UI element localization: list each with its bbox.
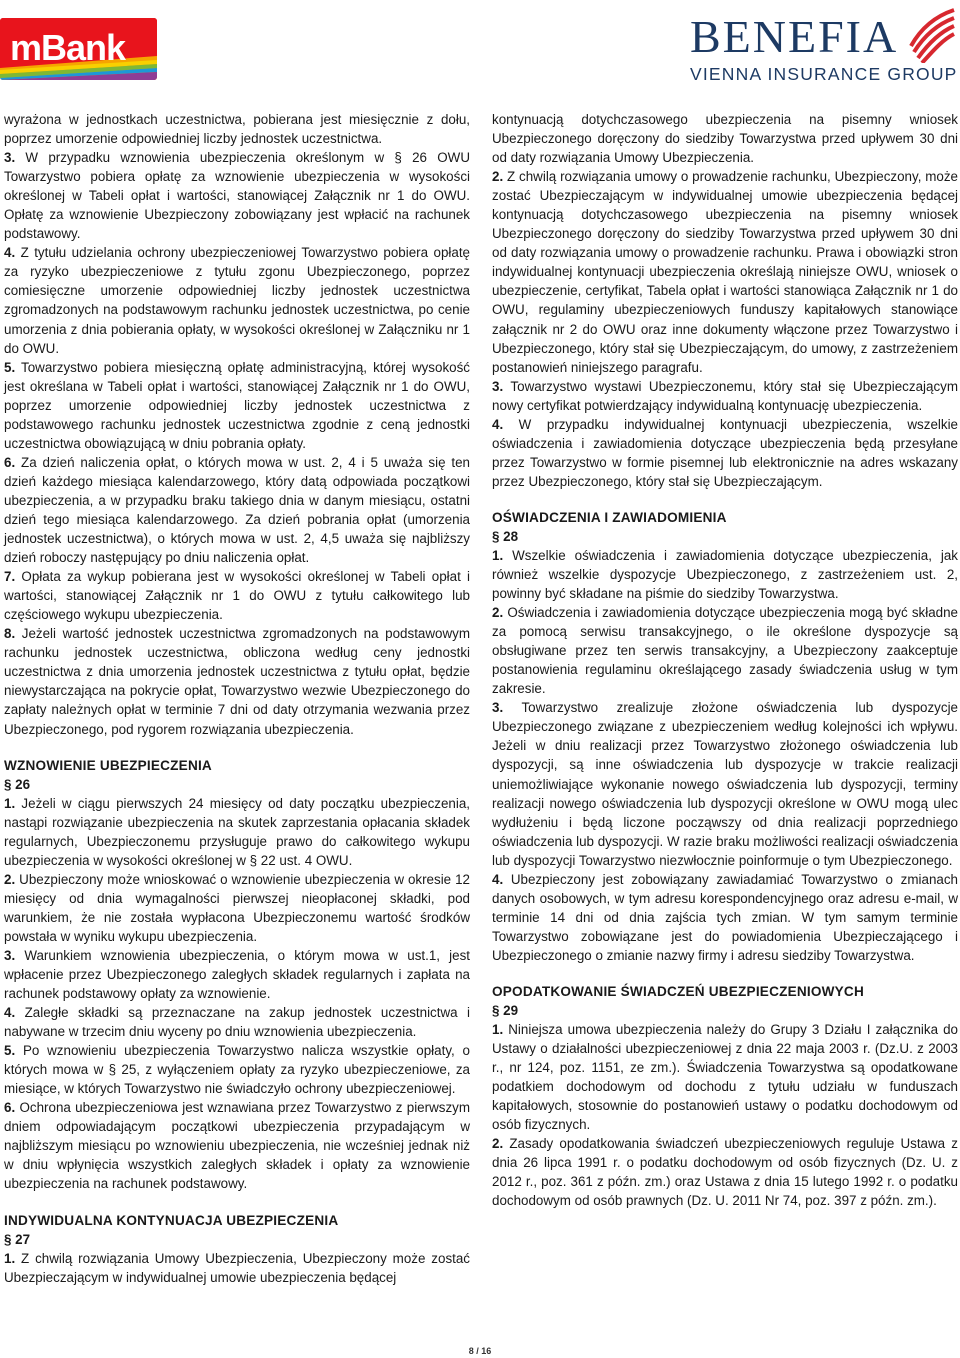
- section-number: § 26: [4, 776, 31, 792]
- section-heading: OŚWIADCZENIA I ZAWIADOMIENIA: [492, 509, 727, 525]
- paragraph: 2. Zasady opodatkowania świadczeń ubezpieczeniowych reguluje Ustawa z dnia 26 lipca 1991 r. o podatku dochodowym od osób fizycznych (Dz. U. z 2012 r., poz. 361 z późn. zm.) oraz Ustawa z dnia 15 lutego 1992 r. o podatku dochodowym od osób prawnych (Dz. U. 2011 Nr 74, poz. 397 z późn. zm.).: [492, 1136, 958, 1209]
- benefia-logo-text: BENEFIA: [690, 11, 899, 62]
- paragraph: 1. Jeżeli w ciągu pierwszych 24 miesięcy od daty początku ubezpieczenia, nastąpi rozwiązanie ubezpieczenia na skutek zaprzestania opłacania składek regularnych, Ubezpieczonemu przysługuje prawo do całkowitego wykupu ubezpieczenia w wysokości określonej w § 22 ust. 4 OWU.: [4, 795, 470, 868]
- page-number: 8 / 16: [468, 1346, 492, 1356]
- mbank-logo: [0, 18, 157, 80]
- paragraph: wyrażona w jednostkach uczestnictwa, pobierana jest miesięcznie z dołu, poprzez umorzenie odpowiedniej liczby jednostek uczestnictwa.: [4, 112, 470, 147]
- paragraph: 4. Zaległe składki są przeznaczane na zakup jednostek uczestnictwa i nabywane w trzecim dniu wyceny po dniu wznowienia ubezpieczenia.: [4, 1005, 470, 1040]
- section-heading: WZNOWIENIE UBEZPIECZENIA: [4, 757, 212, 773]
- benefia-logo-subtitle: VIENNA INSURANCE GROUP: [690, 64, 958, 84]
- section-number: § 27: [4, 1231, 31, 1247]
- paragraph: 4. W przypadku indywidualnej kontynuacji ubezpieczenia, wszelkie oświadczenia i zawiadomienia dotyczące ubezpieczenia będą przesyłane przez Towarzystwo w formie pisemnej lub elektronicznie na adres wskazany przez Ubezpieczonego, który stał się Ubezpieczającym.: [492, 416, 958, 489]
- benefia-logo: [690, 8, 960, 88]
- paragraph: 1. Niniejsza umowa ubezpieczenia należy do Grupy 3 Działu I załącznika do Ustawy o działalności ubezpieczeniowej z dnia 22 maja 2003 r. (Dz.U. z 2003 r., nr 124, poz. 1151, ze zm.). Świadczenia Towarzystwa są opodatkowane podatkiem dochodowym od dochodu z tytułu udziału w funduszach kapitałowych, stosownie do postanowień ustawy o podatku dochodowym od osób fizycznych.: [492, 1021, 958, 1133]
- paragraph: 4. Z tytułu udzielania ochrony ubezpieczeniowej Towarzystwo pobiera opłatę za ryzyko ubezpieczeniowe z tytułu zgonu Ubezpieczonego, poprzez comiesięczne umorzenie odpowiedniej liczby jednostek uczestnictwa zgromadzonych na podstawowym rachunku jednostek uczestnictwa, po cenie umorzenia z dnia pobierania opłaty, w wysokości określonej w Załączniku nr 1 do OWU.: [4, 245, 470, 356]
- paragraph: 5. Towarzystwo pobiera miesięczną opłatę administracyjną, której wysokość jest określana w Tabeli opłat i wartości, stanowiącej Załącznik nr 1 do OWU, poprzez umorzenie odpowiedniej liczby jednostek uczestnictwa z podstawowego rachunku jednostek uczestnictwa zgodnie z ceną jednostki uczestnictwa obowiązującą w dniu pobrania opłaty.: [4, 359, 470, 451]
- paragraph: 8. Jeżeli wartość jednostek uczestnictwa zgromadzonych na podstawowym rachunku jednostek uczestnictwa, obliczona według ceny jednostki uczestnictwa z dnia umorzenia jednostek uczestnictwa z tytułu opłat, będzie niewystarczająca na pokrycie opłat, Towarzystwo wezwie Ubezpieczonego do zapłaty należnych opłat w terminie 7 dni od daty otrzymania wezwania przez Ubezpieczonego, pod rygorem rozwiązania ubezpieczenia.: [4, 626, 470, 737]
- benefia-mark-icon: [906, 8, 956, 63]
- paragraph: 1. Wszelkie oświadczenia i zawiadomienia dotyczące ubezpieczenia, jak również wszelkie dyspozycje Ubezpieczonego, z zastrzeżeniem ust. 2, powinny być składane na piśmie do siedziby Towarzystwa.: [492, 547, 958, 602]
- section-heading: OPODATKOWANIE ŚWIADCZEŃ UBEZPIECZENIOWYCH: [492, 983, 864, 999]
- paragraph: 2. Ubezpieczony może wnioskować o wznowienie ubezpieczenia w okresie 12 miesięcy od dnia wymagalności pierwszej nieopłaconej składki, pod warunkiem, że nie została wypłacona Ubezpieczonemu wartość środków powstała w wyniku wykupu ubezpieczenia.: [4, 871, 470, 944]
- paragraph: 6. Za dzień naliczenia opłat, o których mowa w ust. 2, 4 i 5 uważa się ten dzień każdego miesiąca kalendarzowego, który datą odpowiada początkowi ubezpieczenia, a w przypadku braku takiego dnia w danym miesiącu, ostatni dzień tego miesiąca kalendarzowego. Za dzień pobrania opłat (umorzenia jednostek uczestnictwa), o których mowa w ust. 2, 4,5 uważa się najbliższy dzień roboczy następujący po dniu naliczenia opłat.: [4, 454, 470, 566]
- paragraph: 5. Po wznowieniu ubezpieczenia Towarzystwo nalicza wszystkie opłaty, o których mowa w § 25, z wyłączeniem opłaty za ryzyko ubezpieczeniowe, za miesiące, w których Towarzystwo nie świadczyło ochrony ubezpieczeniowej.: [4, 1043, 470, 1097]
- mbank-logo-text: mBank: [10, 27, 126, 68]
- paragraph: 4. Ubezpieczony jest zobowiązany zawiadamiać Towarzystwo o zmianach danych osobowych, w tym adresu korespondencyjnego oraz adresu e-mail, w terminie 14 dni od dnia zajścia tych zmian. W tym samym terminie Towarzystwo zobowiązane jest do powiadomienia Ubezpieczającego i Ubezpieczonego o zmianie nazwy firmy i adresu siedziby Towarzystwa.: [492, 871, 958, 963]
- paragraph: 7. Opłata za wykup pobierana jest w wysokości określonej w Tabeli opłat i wartości, stanowiącej Załącznik nr 1 do OWU z tytułu całkowitego lub częściowego wykupu ubezpieczenia.: [4, 569, 470, 623]
- paragraph: 3. Towarzystwo wystawi Ubezpieczonemu, który stał się Ubezpieczającym nowy certyfikat potwierdzający indywidualną kontynuację ubezpieczenia.: [492, 378, 958, 413]
- paragraph: kontynuacją dotychczasowego ubezpieczenia na pisemny wniosek Ubezpieczonego doręczony do siedziby Towarzystwa przed upływem 30 dni od daty rozwiązania Umowy Ubezpieczenia.: [492, 112, 958, 166]
- section-number: § 28: [492, 528, 519, 544]
- page-header: [0, 0, 960, 100]
- section-heading: INDYWIDUALNA KONTYNUACJA UBEZPIECZENIA: [4, 1212, 339, 1228]
- left-text-column: [4, 110, 470, 1287]
- paragraph: 3. W przypadku wznowienia ubezpieczenia określonym w § 26 OWU Towarzystwo pobiera opłatę za wznowienie ubezpieczenia w wysokości określonej w Tabeli opłat i wartości, stanowiącej Załącznik nr 1 do OWU. Opłatę za wznowienie Ubezpieczony zobowiązany jest wpłacić na rachunek podstawowy.: [4, 150, 470, 242]
- section-number: § 29: [492, 1002, 519, 1018]
- paragraph: 3. Towarzystwo zrealizuje złożone oświadczenia lub dyspozycje Ubezpieczonego związane z ubezpieczeniem według kolejności ich wpływu. Jeżeli w dniu realizacji przez Towarzystwo złożonego oświadczenia lub dyspozycji, są inne oświadczenia lub dyspozycje w trakcie realizacji uniemożliwiające wykonanie nowego oświadczenia lub dyspozycji, terminy realizacji nowego oświadczenia lub dyspozycji określone w OWU mogą ulec wydłużeniu i będą liczone począwszy od dnia realizacji poprzedniego oświadczenia lub dyspozycji. W razie braku możliwości realizacji oświadczenia lub dyspozycji Towarzystwo niezwłocznie poinformuje o tym Ubezpieczonego.: [492, 700, 958, 868]
- right-text-column: [492, 110, 958, 1210]
- paragraph: 6. Ochrona ubezpieczeniowa jest wznawiana przez Towarzystwo z pierwszym dniem odpowiadającym początkowi ubezpieczenia przypadającym w najbliższym miesiącu po wznowieniu ubezpieczenia, nie wcześniej jednak niż w dniu wpłynięcia wszystkich zaległych składek i opłaty za wznowienie ubezpieczenia na rachunek podstawowy.: [4, 1100, 470, 1192]
- paragraph: 2. Oświadczenia i zawiadomienia dotyczące ubezpieczenia mogą być składne za pomocą serwisu transakcyjnego, o ile określone dyspozycje są obsługiwane przez ten serwis transakcyjny, a Ubezpieczony zaakceptuje postanowienia regulaminu określającego zasady świadczenia usług w tym zakresie.: [492, 605, 958, 697]
- paragraph: 3. Warunkiem wznowienia ubezpieczenia, o którym mowa w ust.1, jest wpłacenie przez Ubezpieczonego zaległych składek regularnych i zapłata na rachunek podstawowy opłaty za wznowienie.: [4, 947, 470, 1002]
- paragraph: 1. Z chwilą rozwiązania Umowy Ubezpieczenia, Ubezpieczony może zostać Ubezpieczającym w indywidualnej umowie ubezpieczenia będącej: [4, 1250, 470, 1285]
- paragraph: 2. Z chwilą rozwiązania umowy o prowadzenie rachunku, Ubezpieczony, może zostać Ubezpieczającym w indywidualnej umowie ubezpieczenia będącej kontynuacją dotychczasowego ubezpieczenia na pisemny wniosek Ubezpieczonego doręczony do siedziby Towarzystwa przed upływem 30 dni od daty rozwiązania umowy o prowadzenie rachunku. Prawa i obowiązki stron indywidualnej kontynuacji ubezpieczenia określają niniejsze OWU, wniosek o ubezpieczenie, certyfikat, Tabela opłat i wartości stanowiąca Załącznik nr 1 do OWU, regulaminy ubezpieczeniowych funduszy kapitałowych stanowiące załącznik nr 2 do OWU oraz inne dokumenty włączone przez Towarzystwo i Ubezpieczonego, który stał się Ubezpieczającym, do umowy, z zastrzeżeniem postanowień niniejszego paragrafu.: [492, 169, 958, 375]
